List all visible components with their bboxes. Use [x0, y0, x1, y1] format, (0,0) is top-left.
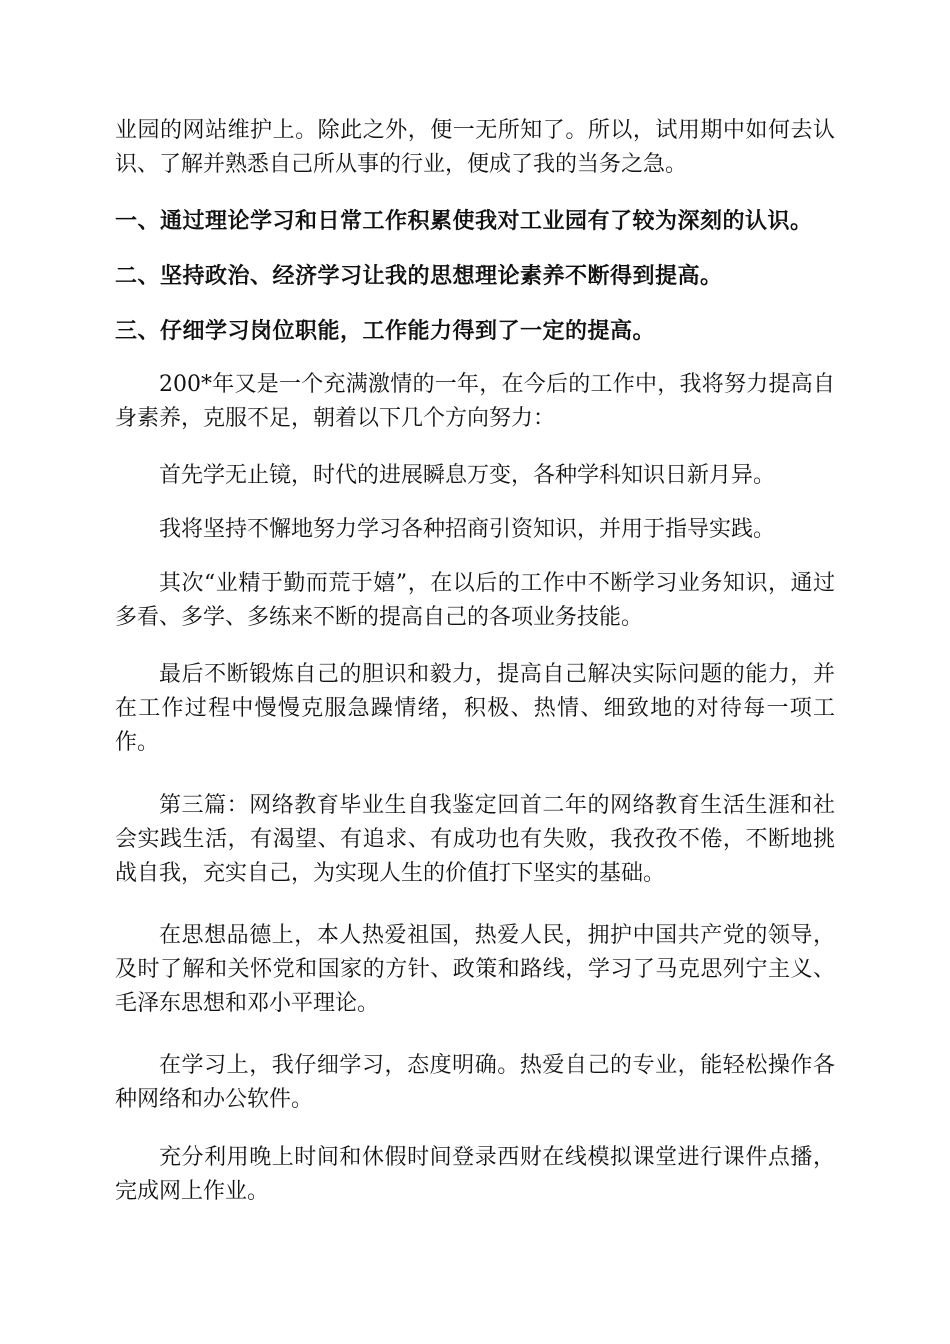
paragraph-outlook: 200*年又是一个充满激情的一年，在今后的工作中，我将努力提高自身素养，克服不足，朝着以下几个方向努力：	[115, 372, 835, 431]
heading-three: 三、仔细学习岗位职能，工作能力得到了一定的提高。	[115, 319, 656, 344]
paragraph-continuation: 业园的网站维护上。除此之外，便一无所知了。所以，试用期中如何去认识、了解并熟悉自己所从事的行业，便成了我的当务之急。	[115, 118, 835, 177]
paragraph-second-point: 其次“业精于勤而荒于嬉”，在以后的工作中不断学习业务知识，通过多看、多学、多练来不断的提高自己的各项业务技能。	[115, 571, 835, 630]
paragraph-first-point: 首先学无止镜，时代的进展瞬息万变，各种学科知识日新月异。	[159, 463, 776, 488]
paragraph-study: 我将坚持不懈地努力学习各种招商引资知识，并用于指导实践。	[159, 517, 776, 542]
paragraph-moral: 在思想品德上，本人热爱祖国，热爱人民，拥护中国共产党的领导，及时了解和关怀党和国家的方针、政策和路线，学习了马克思列宁主义、毛泽东思想和邓小平理论。	[115, 923, 835, 1016]
paragraph-last-point: 最后不断锻炼自己的胆识和毅力，提高自己解决实际问题的能力，并在工作过程中慢慢克服急躁情绪，积极、热情、细致地的对待每一项工作。	[115, 662, 835, 755]
heading-one: 一、通过理论学习和日常工作积累使我对工业园有了较为深刻的认识。	[115, 209, 813, 234]
paragraph-online-class: 充分利用晚上时间和休假时间登录西财在线模拟课堂进行课件点播，完成网上作业。	[115, 1145, 835, 1204]
paragraph-third-article: 第三篇：网络教育毕业生自我鉴定回首二年的网络教育生活生涯和社会实践生活，有渴望、有追求、有成功也有失败，我孜孜不倦，不断地挑战自我，充实自己，为实现人生的价值打下坚实的基础。	[115, 793, 835, 886]
heading-two: 二、坚持政治、经济学习让我的思想理论素养不断得到提高。	[115, 264, 723, 289]
paragraph-learning: 在学习上，我仔细学习，态度明确。热爱自己的专业，能轻松操作各种网络和办公软件。	[115, 1053, 835, 1112]
